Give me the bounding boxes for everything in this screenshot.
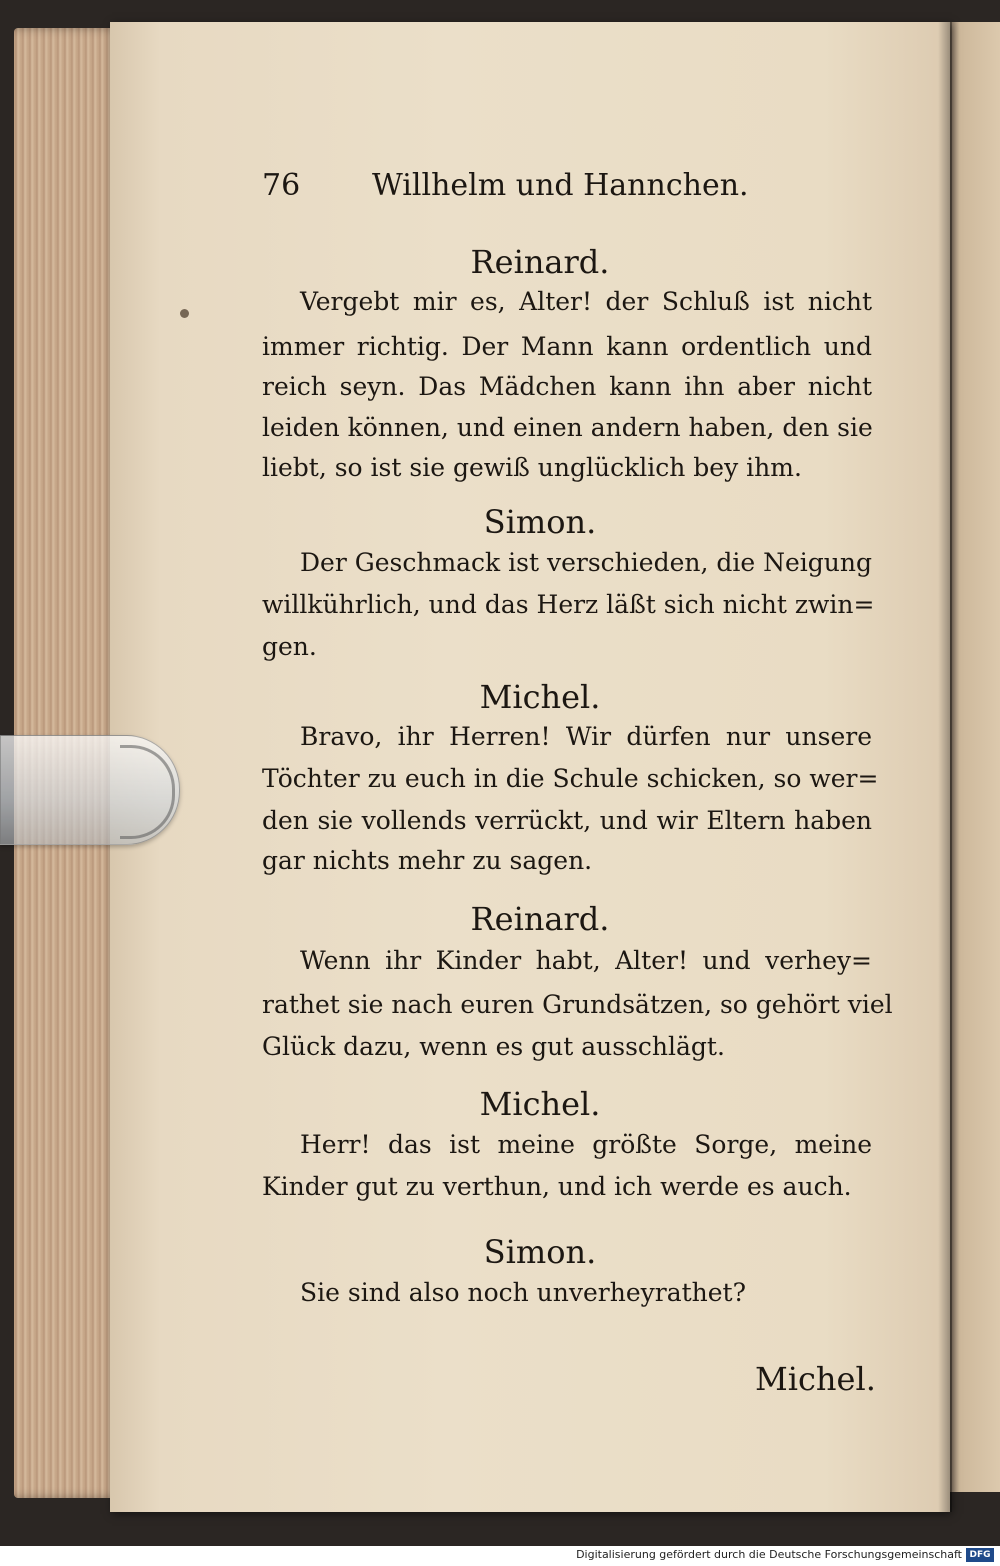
- catchword: Michel.: [755, 1360, 876, 1398]
- paper-spot: [180, 309, 189, 318]
- speaker-name: Reinard.: [470, 900, 610, 938]
- text-line: Bravo, ihr Herren! Wir dürfen nur unsere: [300, 722, 872, 751]
- text-line: Wenn ihr Kinder habt, Alter! und verhey=: [300, 946, 872, 975]
- text-line: Glück dazu, wenn es gut ausschlägt.: [262, 1032, 725, 1061]
- text-line: Herr! das ist meine größte Sorge, meine: [300, 1130, 872, 1159]
- text-line: Der Geschmack ist verschieden, die Neigung: [300, 548, 872, 577]
- text-line: willkührlich, und das Herz läßt sich nicht zwin=: [262, 590, 875, 619]
- text-line: gar nichts mehr zu sagen.: [262, 846, 593, 875]
- dfg-credit-text: Digitalisierung gefördert durch die Deutsche Forschungsgemeinschaft: [576, 1548, 962, 1561]
- speaker-name: Michel.: [479, 678, 601, 716]
- speaker-name: Michel.: [479, 1085, 601, 1123]
- page-number: 76: [262, 168, 301, 203]
- text-line: reich seyn. Das Mädchen kann ihn aber nicht: [262, 372, 872, 401]
- text-line: gen.: [262, 632, 317, 661]
- facing-page-edge: [946, 22, 1000, 1492]
- text-line: leiden können, und einen andern haben, den sie: [262, 413, 873, 442]
- dfg-logo: DFG: [966, 1548, 994, 1562]
- spine-shadow: [938, 22, 952, 1512]
- speaker-name: Simon.: [483, 503, 597, 541]
- speaker-name: Simon.: [483, 1233, 597, 1271]
- speaker-name: Reinard.: [470, 243, 610, 281]
- running-header: [262, 168, 749, 203]
- text-line: rathet sie nach euren Grundsätzen, so gehört viel: [262, 990, 893, 1019]
- text-line: immer richtig. Der Mann kann ordentlich und: [262, 332, 872, 361]
- text-line: Töchter zu euch in die Schule schicken, so wer=: [262, 764, 879, 793]
- text-line: den sie vollends verrückt, und wir Eltern haben: [262, 806, 872, 835]
- text-line: liebt, so ist sie gewiß unglücklich bey ihm.: [262, 453, 802, 482]
- running-head-title: Willhelm und Hannchen.: [372, 168, 749, 203]
- text-line: Vergebt mir es, Alter! der Schluß ist nicht: [300, 287, 872, 316]
- text-line: Sie sind also noch unverheyrathet?: [300, 1278, 747, 1307]
- text-line: Kinder gut zu verthun, und ich werde es auch.: [262, 1172, 852, 1201]
